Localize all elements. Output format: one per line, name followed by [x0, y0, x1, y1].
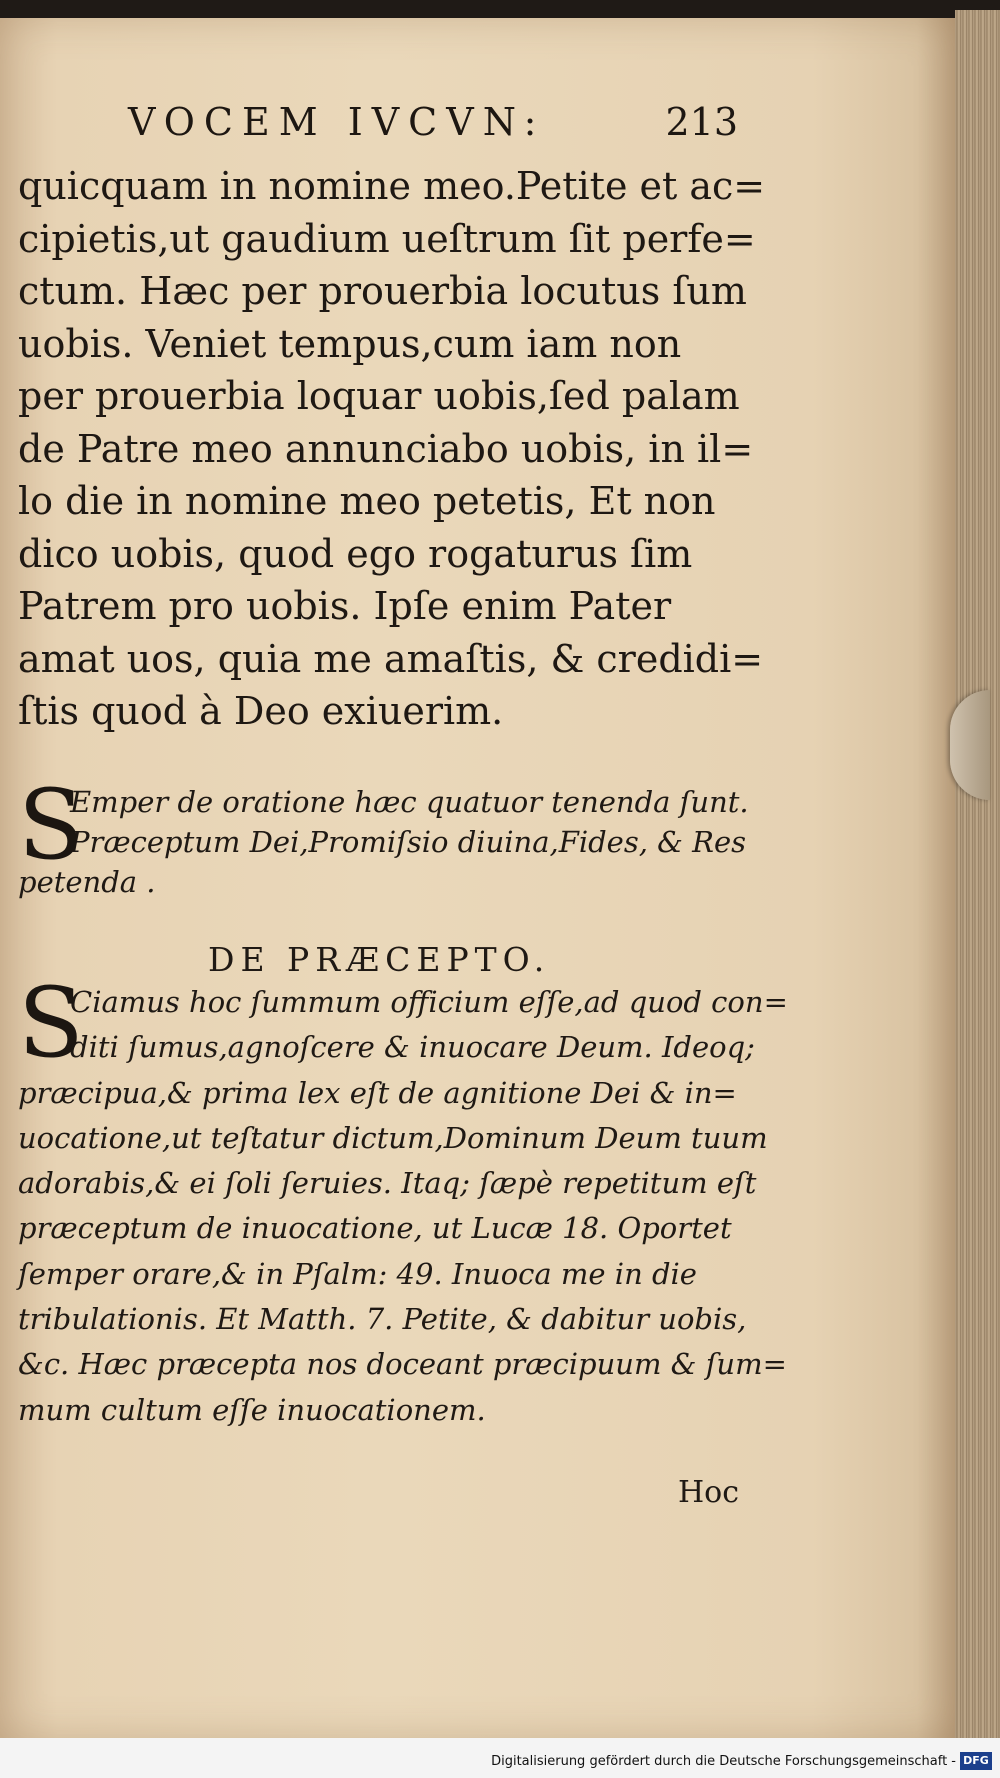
text-line: mum cultum eſſe inuocationem.: [18, 1392, 486, 1427]
book-fore-edge: [955, 10, 1000, 1750]
text-line: ctum. Hæc per prouerbia locutus ſum: [18, 269, 747, 313]
text-line: ſtis quod à Deo exiuerim.: [18, 689, 504, 733]
drop-cap-initial: S: [18, 769, 84, 881]
text-line: Ciamus hoc ſummum officium eſſe,ad quod con=: [70, 985, 788, 1019]
text-line: de Patre meo annunciabo uobis, in il=: [18, 426, 754, 471]
text-line: &c. Hæc præcepta nos doceant præcipuum & ſum=: [18, 1347, 787, 1382]
section-heading: DE PRÆCEPTO.: [208, 940, 551, 979]
text-line: præcipua,& prima lex eſt de agnitione Dei & in=: [18, 1075, 737, 1110]
text-line: Emper de oratione hæc quatuor tenenda ſunt.: [70, 785, 749, 819]
text-line: præceptum de inuocatione, ut Lucæ 18. Oportet: [18, 1211, 732, 1246]
text-line: quicquam in nomine meo.Petite et ac=: [18, 164, 766, 208]
text-line: petenda .: [18, 865, 156, 899]
text-line: tribulationis. Et Matth. 7. Petite, & dabitur uobis,: [18, 1302, 747, 1337]
text-line: per prouerbia loquar uobis,ſed palam: [18, 374, 740, 418]
text-line: diti ſumus,agnoſcere & inuocare Deum. Ideoq;: [70, 1030, 755, 1065]
paragraph-semper: [18, 769, 749, 902]
text-line: lo die in nomine meo petetis, Et non: [18, 479, 716, 523]
catchword: Hoc: [678, 1475, 740, 1510]
paragraph-sciamus: [18, 967, 788, 1433]
page-header: [128, 100, 738, 150]
dfg-logo: DFG: [960, 1752, 992, 1770]
drop-cap-initial: S: [18, 967, 84, 1079]
main-text-block: [18, 160, 766, 738]
running-head: VOCEM IVCVN:: [128, 100, 546, 144]
text-line: uobis. Veniet tempus,cum iam non: [18, 321, 682, 366]
text-line: cipietis,ut gaudium ueſtrum ſit perfe=: [18, 216, 756, 261]
text-line: uocatione,ut teſtatur dictum,Dominum Deum tuum: [18, 1120, 768, 1155]
text-line: adorabis,& ei ſoli ſeruies. Itaq; ſæpè repetitum eſt: [18, 1166, 757, 1201]
page-number: 213: [665, 100, 738, 144]
text-line: Patrem pro uobis. Ipſe enim Pater: [18, 584, 672, 628]
funding-credit: Digitalisierung gefördert durch die Deutsche Forschungsgemeinschaft -: [491, 1754, 956, 1769]
text-line: amat uos, quia me amaſtis, & credidi=: [18, 636, 764, 681]
text-line: ſemper orare,& in Pſalm: 49. Inuoca me in die: [18, 1256, 697, 1291]
text-line: Præceptum Dei,Promiſsio diuina,Fides, & Res: [70, 825, 747, 859]
text-line: dico uobis, quod ego rogaturus ſim: [18, 531, 693, 576]
